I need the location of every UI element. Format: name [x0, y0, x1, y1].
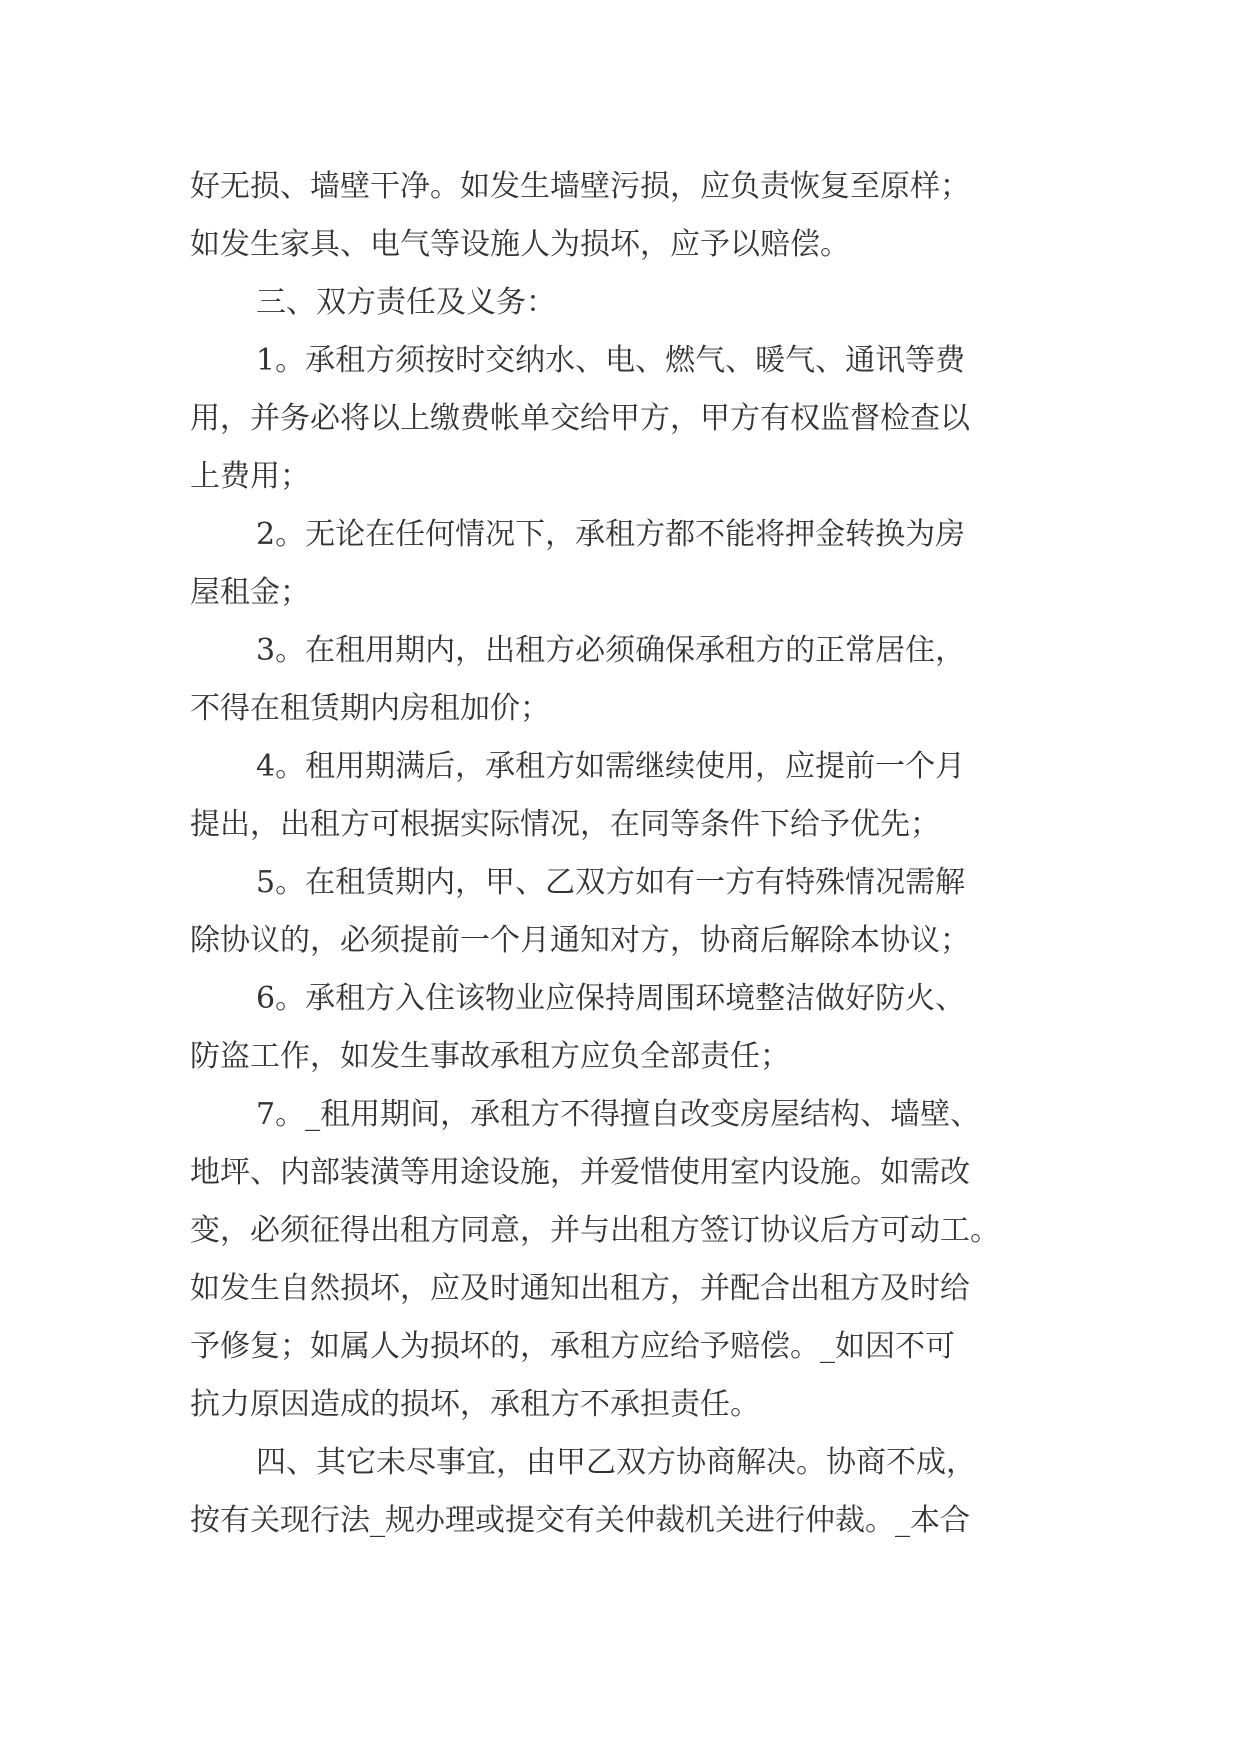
- paragraph-7: [190, 970, 1060, 1086]
- text-line: 5。在租赁期内，甲、乙双方如有一方有特殊情况需解: [256, 865, 966, 900]
- text-line: 抗力原因造成的损坏，承租方不承担责任。: [190, 1387, 760, 1422]
- text-line: 不得在租赁期内房租加价；: [190, 691, 550, 726]
- paragraph-6: [190, 854, 1060, 970]
- text-line: 3。在租用期内，出租方必须确保承租方的正常居住，: [256, 633, 966, 668]
- text-line: 予修复；如属人为损坏的，承租方应给予赔偿。_如因不可: [190, 1329, 955, 1364]
- text-line: 好无损、墙壁干净。如发生墙壁污损，应负责恢复至原样；: [190, 169, 970, 204]
- text-line: 4。租用期满后，承租方如需继续使用，应提前一个月: [256, 749, 966, 784]
- text-line: 地坪、内部装潢等用途设施，并爱惜使用室内设施。如需改: [190, 1155, 970, 1190]
- text-line: 按有关现行法_规办理或提交有关仲裁机关进行仲裁。_本合: [190, 1503, 970, 1538]
- text-line: 2。无论在任何情况下，承租方都不能将押金转换为房: [256, 517, 966, 552]
- paragraph-5: [190, 738, 1060, 854]
- text-line: 用，并务必将以上缴费帐单交给甲方，甲方有权监督检查以: [190, 401, 970, 436]
- paragraph-8: [190, 1086, 1060, 1434]
- text-line: 屋租金；: [190, 575, 310, 610]
- text-line: 三、双方责任及义务：: [256, 285, 556, 320]
- text-line: 6。承租方入住该物业应保持周围环境整洁做好防火、: [256, 981, 966, 1016]
- paragraph-2: [190, 332, 1060, 506]
- paragraph-0: [190, 158, 1060, 274]
- text-line: 1。承租方须按时交纳水、电、燃气、暖气、通讯等费: [256, 343, 966, 378]
- text-line: 提出，出租方可根据实际情况，在同等条件下给予优先；: [190, 807, 940, 842]
- text-line: 防盗工作，如发生事故承租方应负全部责任；: [190, 1039, 790, 1074]
- paragraph-4: [190, 622, 1060, 738]
- text-line: 如发生家具、电气等设施人为损坏，应予以赔偿。: [190, 227, 850, 262]
- text-line: 上费用；: [190, 459, 310, 494]
- text-line: 变，必须征得出租方同意，并与出租方签订协议后方可动工。: [190, 1213, 1000, 1248]
- text-line: 7。_租用期间，承租方不得擅自改变房屋结构、墙壁、: [256, 1097, 981, 1132]
- paragraph-3: [190, 506, 1060, 622]
- document-body: [190, 158, 1060, 1550]
- text-line: 四、其它未尽事宜，由甲乙双方协商解决。协商不成，: [256, 1445, 976, 1480]
- text-line: 如发生自然损坏，应及时通知出租方，并配合出租方及时给: [190, 1271, 970, 1306]
- paragraph-9: [190, 1434, 1060, 1550]
- text-line: 除协议的，必须提前一个月通知对方，协商后解除本协议；: [190, 923, 970, 958]
- paragraph-1: [190, 274, 1060, 332]
